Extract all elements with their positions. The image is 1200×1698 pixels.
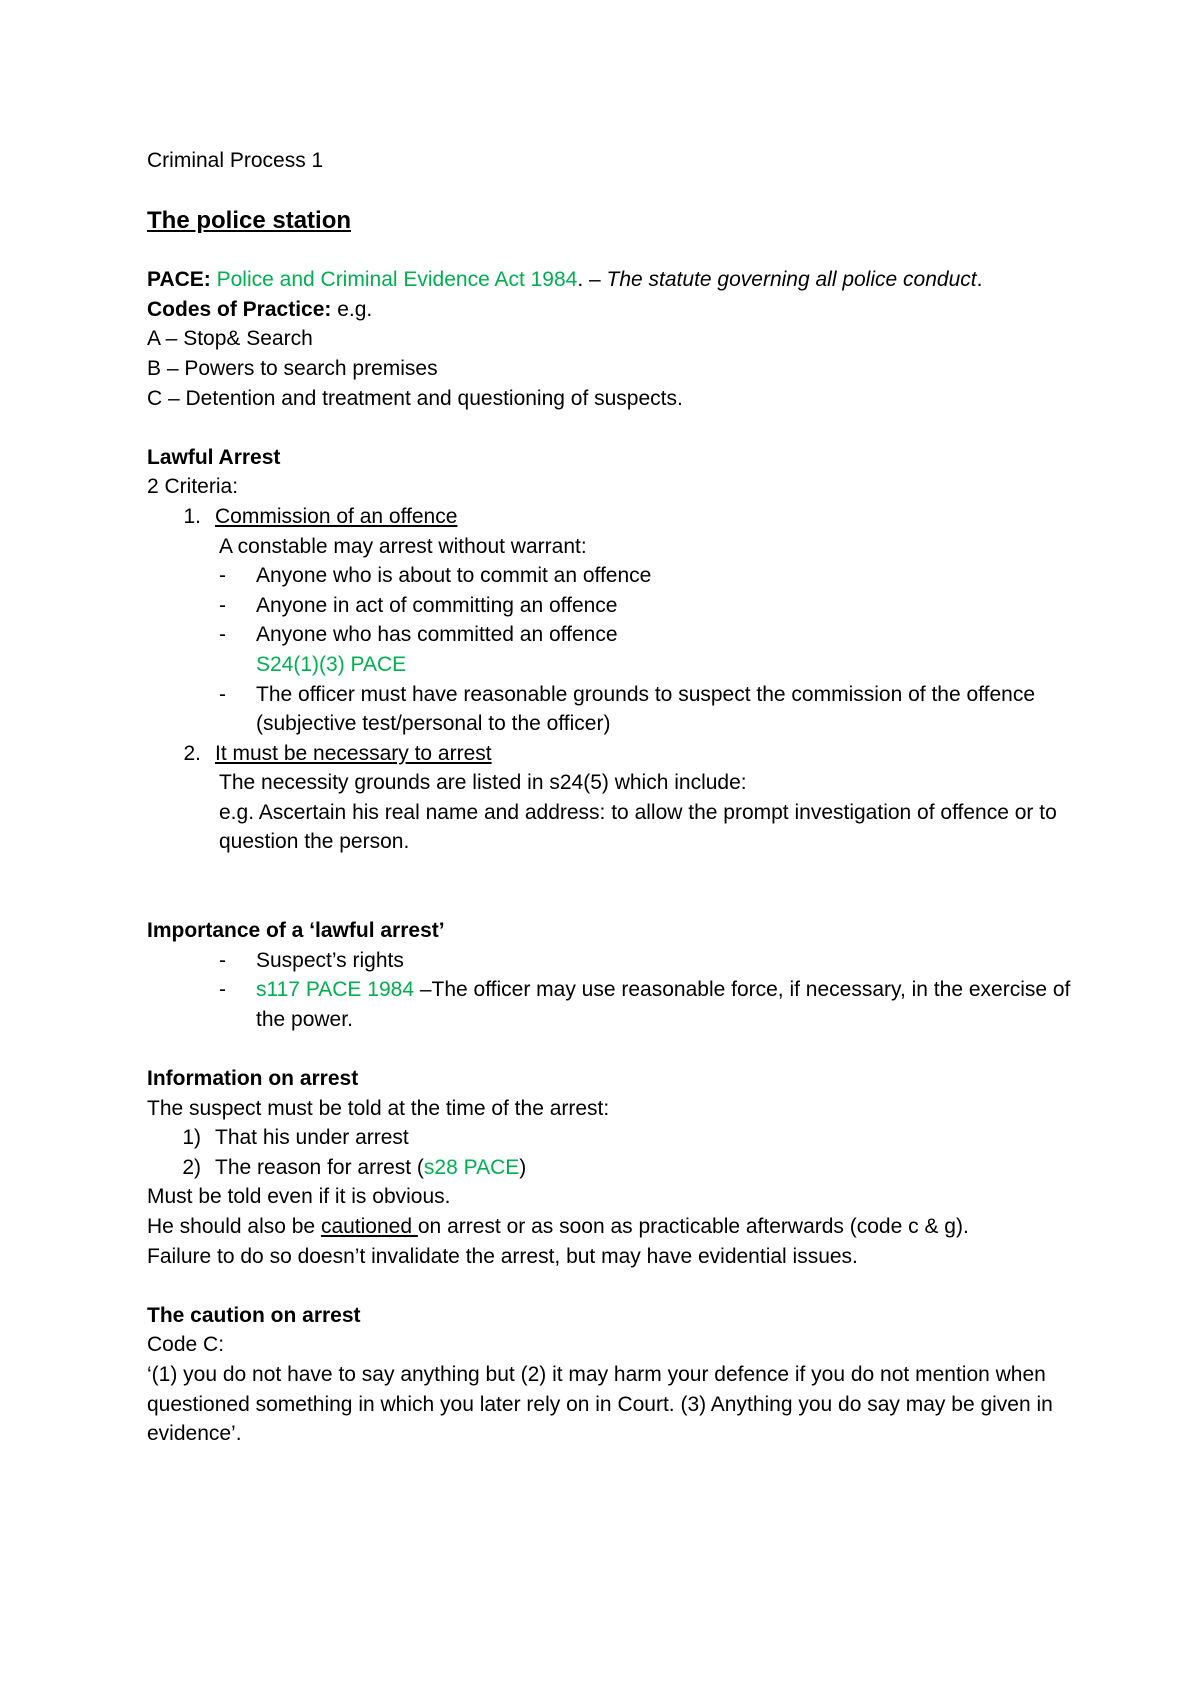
list-number: 2) xyxy=(182,1155,201,1179)
codes-label: Codes of Practice: xyxy=(147,297,332,321)
dash-bullet: - xyxy=(219,682,226,706)
statute-reference: S24(1)(3) PACE xyxy=(256,652,407,676)
codes-eg: e.g. xyxy=(331,297,373,321)
list-item xyxy=(147,975,1087,1034)
cautioned-term: cautioned xyxy=(320,1215,418,1238)
section-heading-information: Information on arrest xyxy=(147,1067,359,1091)
code-b: B – Powers to search premises xyxy=(147,356,438,380)
text-post: ) xyxy=(519,1155,527,1179)
pace-label: PACE: xyxy=(147,268,211,292)
bullet-text: Anyone who has committed an offence xyxy=(256,623,618,647)
list-item xyxy=(147,680,1087,739)
caution-code: Code C: xyxy=(147,1333,225,1357)
bullet-text: The officer must have reasonable grounds to suspect the commission of the offence (subjective test/personal to the officer) xyxy=(256,682,1035,736)
dash-bullet: - xyxy=(219,978,226,1002)
pace-end: . xyxy=(976,268,983,292)
text-pre: He should also be xyxy=(147,1215,321,1238)
bullet-text: Suspect’s rights xyxy=(256,948,404,972)
section-heading-importance: Importance of a ‘lawful arrest’ xyxy=(147,919,445,943)
criteria-count: 2 Criteria: xyxy=(147,475,239,499)
information-intro: The suspect must be told at the time of the arrest: xyxy=(147,1096,610,1120)
dash-bullet: - xyxy=(219,948,226,972)
statute-reference: s117 PACE 1984 xyxy=(256,978,414,1002)
statute-reference: s28 PACE xyxy=(423,1155,520,1179)
bullet-text: Anyone who is about to commit an offence xyxy=(256,564,652,588)
text-post: on arrest or as soon as practicable afterwards (code c & g). xyxy=(417,1215,969,1238)
dash-bullet: - xyxy=(219,593,226,617)
bullet-text xyxy=(256,975,1087,1034)
bullet-text: Anyone in act of committing an offence xyxy=(256,593,618,617)
list-item xyxy=(147,561,1087,591)
information-line-2 xyxy=(147,1212,1087,1242)
criterion-2-line2: e.g. Ascertain his real name and address: to allow the prompt investigation of offence or to question the person. xyxy=(219,800,1057,854)
list-item xyxy=(147,591,1087,621)
section-heading-caution: The caution on arrest xyxy=(147,1303,361,1327)
list-number: 2. xyxy=(183,741,201,765)
criterion-1-title: Commission of an offence xyxy=(215,504,458,528)
dash-bullet: - xyxy=(219,623,226,647)
information-line-1: Must be told even if it is obvious. xyxy=(147,1185,451,1209)
list-number: 1. xyxy=(183,504,201,528)
criterion-1-intro: A constable may arrest without warrant: xyxy=(219,534,587,558)
list-item xyxy=(147,946,1087,976)
list-item xyxy=(147,620,1087,650)
document-title: Criminal Process 1 xyxy=(147,149,324,172)
pace-separator: . – xyxy=(577,268,607,292)
information-item-2 xyxy=(147,1153,1087,1183)
bullet-text-rest: –The officer may use reasonable force, if necessary, in the exercise of the power. xyxy=(256,978,1071,1031)
code-c: C – Detention and treatment and questioning of suspects. xyxy=(147,386,683,410)
section-heading-police-station: The police station xyxy=(147,206,352,234)
caution-text: ‘(1) you do not have to say anything but (2) it may harm your defence if you do not mention when questioned something in which you later rely on in Court. (3) Anything you do say may be given in evidence’. xyxy=(147,1362,1053,1446)
criterion-2-title: It must be necessary to arrest xyxy=(215,741,492,765)
document-body xyxy=(147,146,1087,1449)
pace-definition xyxy=(147,265,1087,295)
criterion-2 xyxy=(147,739,1087,769)
text-pre: The reason for arrest ( xyxy=(215,1155,424,1179)
section-heading-lawful-arrest: Lawful Arrest xyxy=(147,445,281,469)
information-item-1-text: That his under arrest xyxy=(215,1126,409,1150)
pace-description: The statute governing all police conduct xyxy=(606,268,977,292)
pace-act-name: Police and Criminal Evidence Act 1984 xyxy=(216,268,578,292)
criterion-2-line1: The necessity grounds are listed in s24(5) which include: xyxy=(219,771,747,795)
dash-bullet: - xyxy=(219,564,226,588)
information-item-2-text xyxy=(215,1153,1087,1183)
information-line-3: Failure to do so doesn’t invalidate the arrest, but may have evidential issues. xyxy=(147,1244,858,1268)
code-a: A – Stop& Search xyxy=(147,327,313,351)
list-number: 1) xyxy=(182,1126,201,1150)
information-item-1 xyxy=(147,1123,1087,1153)
criterion-1 xyxy=(147,502,1087,532)
codes-of-practice xyxy=(147,295,1087,325)
